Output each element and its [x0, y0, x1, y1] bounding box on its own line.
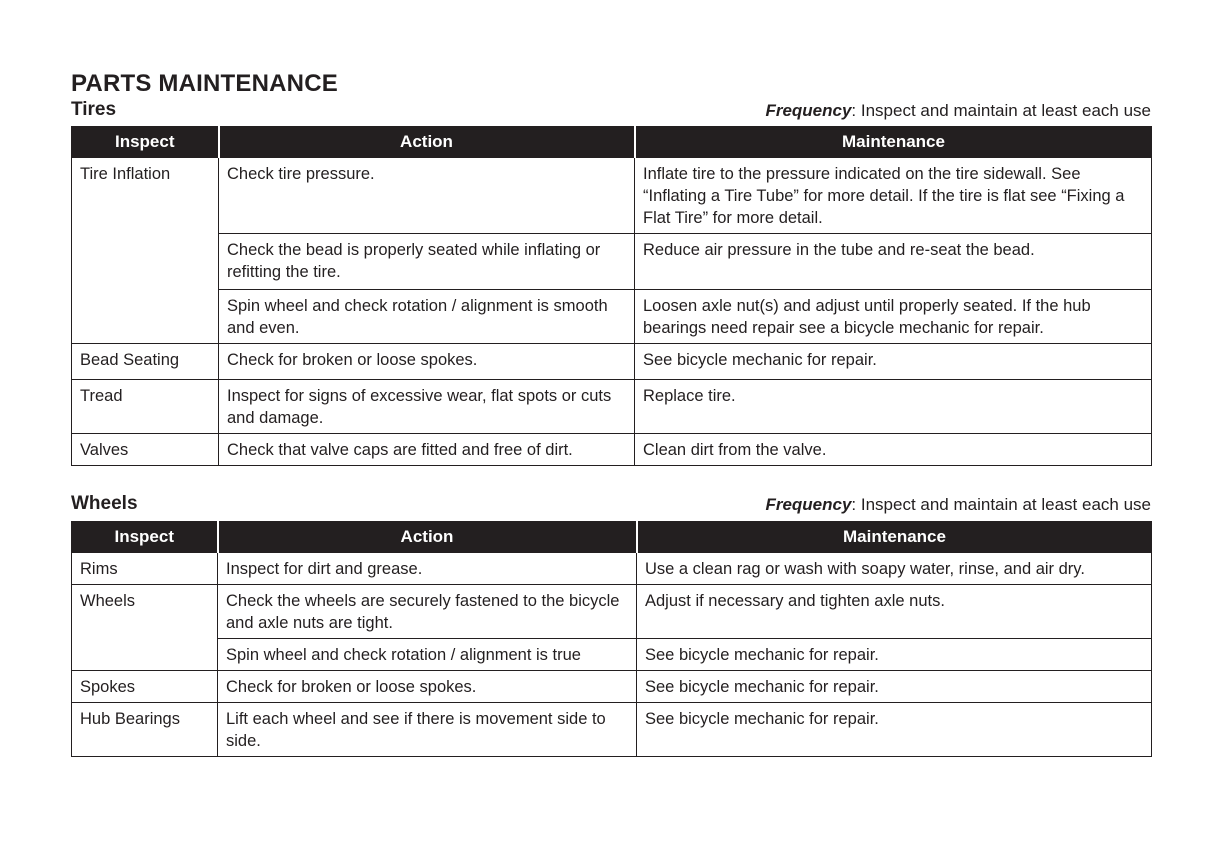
- action-cell: Lift each wheel and see if there is movement side to side.: [218, 703, 637, 757]
- column-header-inspect: Inspect: [72, 126, 219, 158]
- maintenance-cell: See bicycle mechanic for repair.: [635, 344, 1152, 380]
- table-row: [72, 290, 1152, 344]
- table-row: [72, 585, 1152, 639]
- action-cell: Check tire pressure.: [219, 158, 635, 234]
- table-row: [72, 671, 1152, 703]
- wheels-table: [71, 521, 1152, 757]
- table-row: [72, 434, 1152, 466]
- action-cell: Check the wheels are securely fastened to the bicycle and axle nuts are tight.: [218, 585, 637, 639]
- frequency-label: Frequency: [765, 101, 852, 120]
- maintenance-cell: Use a clean rag or wash with soapy water, rinse, and air dry.: [637, 553, 1152, 585]
- table-row: [72, 158, 1152, 234]
- table-row: [72, 639, 1152, 671]
- action-cell: Check for broken or loose spokes.: [218, 671, 637, 703]
- tires-table: [71, 126, 1152, 466]
- table-row: [72, 344, 1152, 380]
- table-row: [72, 703, 1152, 757]
- maintenance-cell: Inflate tire to the pressure indicated on the tire sidewall. See “Inflating a Tire Tube” for more detail. If the tire is flat see “Fixing a Flat Tire” for more detail.: [635, 158, 1152, 234]
- action-cell: Spin wheel and check rotation / alignment is smooth and even.: [219, 290, 635, 344]
- maintenance-cell: See bicycle mechanic for repair.: [637, 703, 1152, 757]
- section-title-wheels: Wheels: [71, 493, 138, 514]
- table-row: [72, 380, 1152, 434]
- action-cell: Inspect for dirt and grease.: [218, 553, 637, 585]
- section-title-tires: Tires: [71, 99, 117, 120]
- maintenance-cell: See bicycle mechanic for repair.: [637, 639, 1152, 671]
- inspect-cell: Valves: [72, 434, 219, 466]
- action-cell: Inspect for signs of excessive wear, flat spots or cuts and damage.: [219, 380, 635, 434]
- frequency-note: [765, 101, 1151, 121]
- maintenance-cell: Adjust if necessary and tighten axle nuts.: [637, 585, 1152, 639]
- action-cell: Check the bead is properly seated while inflating or refitting the tire.: [219, 234, 635, 290]
- inspect-cell: Bead Seating: [72, 344, 219, 380]
- table-header-row: [72, 521, 1152, 553]
- column-header-action: Action: [219, 126, 635, 158]
- wheels-section-header: [71, 491, 1151, 515]
- action-cell: Spin wheel and check rotation / alignment is true: [218, 639, 637, 671]
- frequency-text: : Inspect and maintain at least each use: [851, 101, 1151, 120]
- inspect-cell: Hub Bearings: [72, 703, 218, 757]
- maintenance-cell: Replace tire.: [635, 380, 1152, 434]
- column-header-inspect: Inspect: [72, 521, 218, 553]
- maintenance-cell: Loosen axle nut(s) and adjust until properly seated. If the hub bearings need repair see a bicycle mechanic for repair.: [635, 290, 1152, 344]
- inspect-cell: Tire Inflation: [72, 158, 219, 344]
- table-header-row: [72, 126, 1152, 158]
- table-row: [72, 553, 1152, 585]
- frequency-label: Frequency: [765, 495, 852, 514]
- inspect-cell: Wheels: [72, 585, 218, 671]
- maintenance-cell: Clean dirt from the valve.: [635, 434, 1152, 466]
- frequency-note: [765, 495, 1151, 515]
- action-cell: Check that valve caps are fitted and free of dirt.: [219, 434, 635, 466]
- tires-section-header: [71, 97, 1151, 121]
- column-header-action: Action: [218, 521, 637, 553]
- table-row: [72, 234, 1152, 290]
- page-title: PARTS MAINTENANCE: [71, 70, 338, 97]
- inspect-cell: Tread: [72, 380, 219, 434]
- column-header-maintenance: Maintenance: [637, 521, 1152, 553]
- column-header-maintenance: Maintenance: [635, 126, 1152, 158]
- inspect-cell: Rims: [72, 553, 218, 585]
- maintenance-cell: Reduce air pressure in the tube and re-seat the bead.: [635, 234, 1152, 290]
- maintenance-cell: See bicycle mechanic for repair.: [637, 671, 1152, 703]
- action-cell: Check for broken or loose spokes.: [219, 344, 635, 380]
- frequency-text: : Inspect and maintain at least each use: [851, 495, 1151, 514]
- inspect-cell: Spokes: [72, 671, 218, 703]
